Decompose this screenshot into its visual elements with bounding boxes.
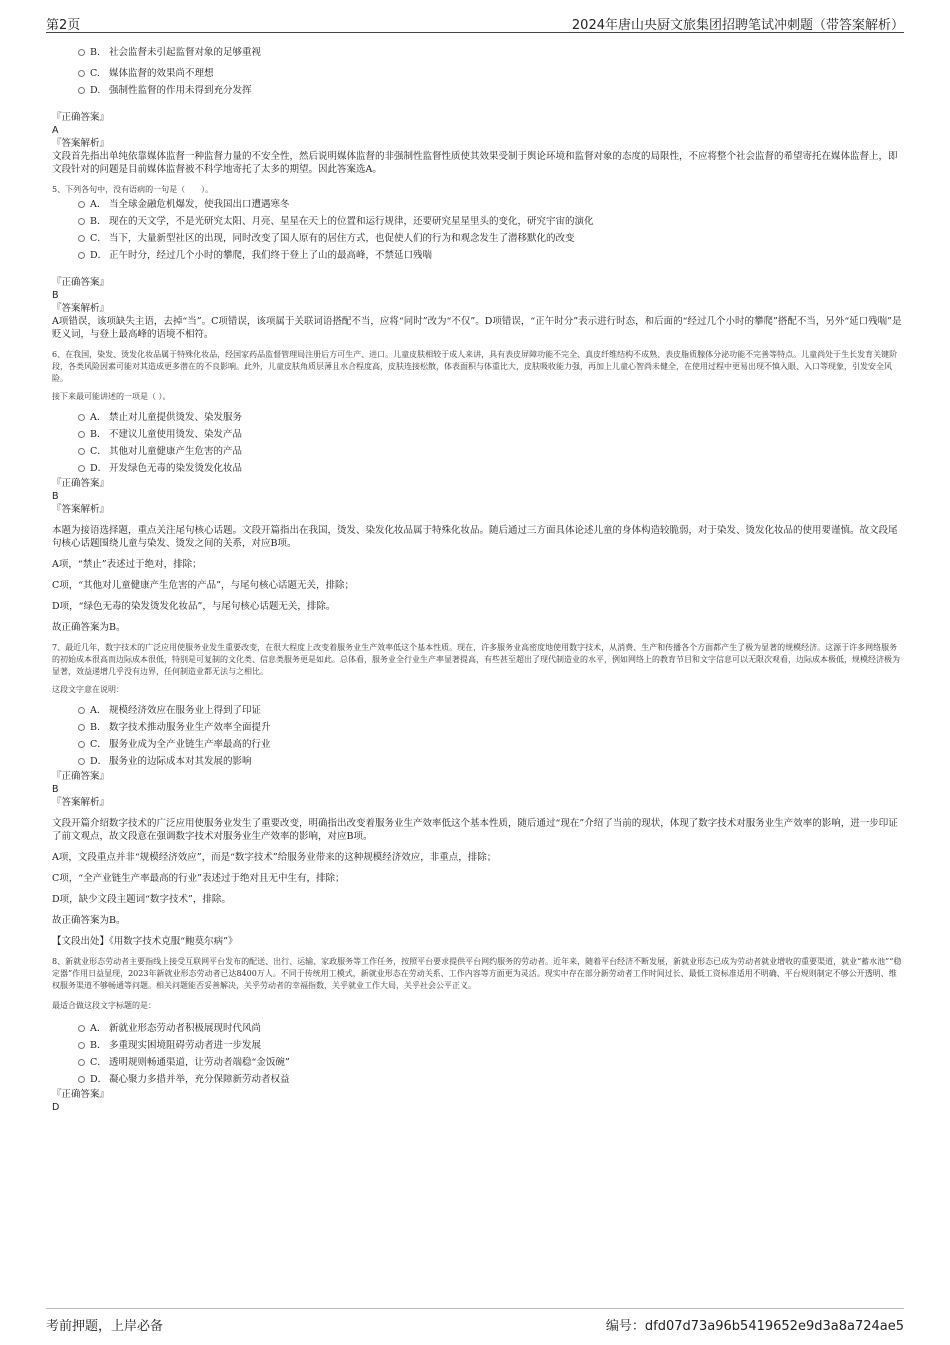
answer-label: 『正确答案』 [52, 277, 110, 288]
question-stem: 5、下列各句中，没有语病的一句是（ ）。 [52, 185, 214, 194]
analysis-point-c: C项，“其他对儿童健康产生危害的产品”，与尾句核心话题无关，排除； [52, 580, 354, 591]
radio-icon[interactable] [78, 707, 85, 714]
option-d[interactable]: D． 凝心聚力多措并举，充分保障新劳动者权益 [52, 1071, 902, 1088]
option-d[interactable]: D． 服务业的边际成本对其发展的影响 [52, 753, 902, 770]
document-body [52, 44, 902, 1114]
radio-icon[interactable] [78, 1059, 85, 1066]
radio-icon[interactable] [78, 235, 85, 242]
radio-icon[interactable] [78, 465, 85, 472]
analysis-text: A项错误，该项缺失主语，去掉“当”。C项错误，该项属于关联词语搭配不当，应将“同时”改为“不仅”。D项错误，“正午时分”表示进行时态，和后面的“经过几个小时的攀爬”搭配不当，另外“延口残喘”是贬义词，与登上最高峰的语境不相符。 [52, 316, 902, 340]
analysis-text: 本题为接语选择题，重点关注尾句核心话题。文段开篇指出在我国，烫发、染发化妆品属于特殊化妆品。随后通过三方面具体论述儿童的身体构造较脆弱，对于染发、烫发化妆品的使用要谨慎。故文段尾句核心话题围绕儿童与染发、烫发之间的关系，对应B项。 [52, 525, 898, 549]
analysis-label: 『答案解析』 [52, 138, 110, 149]
question-7 [52, 642, 902, 948]
radio-icon[interactable] [78, 758, 85, 765]
option-a[interactable]: A． 规模经济效应在服务业上得到了印证 [52, 702, 902, 719]
radio-icon[interactable] [78, 1042, 85, 1049]
page-header [46, 12, 904, 33]
question-passage: 8、新就业形态劳动者主要指线上接受互联网平台发布的配送、出行、运输、家政服务等工作任务，按照平台要求提供平台网约服务的劳动者。近年来，随着平台经济不断发展，新就业形态已成为劳动者就业增收的重要渠道，就业“蓄水池”“稳定器”作用日益显现，2023年新就业形态劳动者已达8400万人。不同于传统用工模式，新就业形态在劳动关系、工作内容等方面更为灵活。现实中存在部分新劳动者工作时间过长、最低工资标准适用不明确、平台规则制定不够公开透明、维权服务渠道不够畅通等问题。相关问题能否妥善解决，关乎劳动者的幸福指数，关乎就业工作大局，关乎社会公平正义。 [52, 957, 902, 990]
option-c[interactable]: C. 媒体监督的效果尚不理想 [52, 65, 902, 82]
answer-value: D [52, 1102, 60, 1113]
radio-icon[interactable] [78, 218, 85, 225]
radio-icon[interactable] [78, 201, 85, 208]
question-4-tail [52, 44, 902, 176]
answer-label: 『正确答案』 [52, 478, 110, 489]
analysis-point-a: A项，“禁止”表述过于绝对，排除； [52, 559, 202, 570]
option-c[interactable]: C． 当下，大量新型社区的出现，同时改变了国人原有的居住方式，也促使人们的行为和观念发生了潜移默化的改变 [52, 230, 902, 247]
code-value: dfd07d73a96b5419652e9d3a8a724ae5 [644, 1319, 904, 1334]
radio-icon[interactable] [78, 431, 85, 438]
question-passage: 6、在我国，染发、烫发化妆品属于特殊化妆品，经国家药品监督管理局注册后方可生产、进口。儿童皮肤相较于成人来讲，具有表皮屏障功能不完全、真皮纤维结构不成熟、表皮脂质腺体分泌功能不完善等特点。儿童尚处于生长发育关键阶段，各类风险因素可能对其造成更多潜在的不良影响。此外，儿童皮肤角质层薄且水合程度高，皮肤连接松散，体表面积与体重比大，皮肤吸收能力强，再加上儿童心智尚未健全，在使用过程中更易出现不慎入眼、入口等现象，引发安全风险。 [52, 350, 898, 383]
document-title: 2024年唐山央厨文旅集团招聘笔试冲刺题（带答案解析） [571, 18, 904, 33]
radio-icon[interactable] [78, 1076, 85, 1083]
radio-icon[interactable] [78, 49, 85, 56]
option-d[interactable]: D． 开发绿色无毒的染发烫发化妆品 [52, 460, 902, 477]
radio-icon[interactable] [78, 1025, 85, 1032]
analysis-conclusion: 故正确答案为B。 [52, 915, 126, 926]
option-b[interactable]: B． 多重现实困境阻碍劳动者进一步发展 [52, 1037, 902, 1054]
analysis-point-d: D项，缺少文段主题词“数字技术”，排除。 [52, 894, 231, 905]
analysis-text: 文段首先指出单纯依靠媒体监督一种监督力量的不安全性，然后说明媒体监督的非强制性监督性质使其效果受制于舆论环境和监督对象的态度的局限性，不应将整个社会监督的希望寄托在媒体监督上，即文段针对的问题是目前媒体监督被不科学地寄托了太多的期望。因此答案选A。 [52, 151, 898, 175]
option-d[interactable]: D. 强制性监督的作用未得到充分发挥 [52, 82, 902, 99]
answer-label: 『正确答案』 [52, 1089, 110, 1100]
answer-label: 『正确答案』 [52, 771, 110, 782]
radio-icon[interactable] [78, 724, 85, 731]
option-a[interactable]: A． 当全球金融危机爆发，使我国出口遭遇寒冬 [52, 196, 902, 213]
option-b[interactable]: B． 数字技术推动服务业生产效率全面提升 [52, 719, 902, 736]
option-a[interactable]: A． 新就业形态劳动者积极展现时代风尚 [52, 1020, 902, 1037]
analysis-label: 『答案解析』 [52, 797, 110, 808]
analysis-conclusion: 故正确答案为B。 [52, 622, 126, 633]
option-a[interactable]: A． 禁止对儿童提供烫发、染发服务 [52, 409, 902, 426]
question-stem: 最适合做这段文字标题的是： [52, 1001, 156, 1010]
answer-label: 『正确答案』 [52, 112, 110, 123]
option-c[interactable]: C． 透明规则畅通渠道，让劳动者端稳“金饭碗” [52, 1054, 902, 1071]
option-c[interactable]: C． 其他对儿童健康产生危害的产品 [52, 443, 902, 460]
question-passage: 7、最近几年，数字技术的广泛应用使服务业发生重要改变，在很大程度上改变着服务业生产效率低这个基本性质。现在，许多服务业高密度地使用数字技术，从消费、生产和传播各个方面都产生了极为显著的规模经济。这源于许多网络服务的初始成本很高而边际成本很低，特别是可复制的文化类、信息类服务更是如此。总体看，服务业全行业生产率显著提高，有些甚至超出了现代制造业的水平，例如网络上的教育节目和文字信息可以无限次观看，边际成本极低，规模经济极为显著，效益递增几乎没有边界，任何制造业都无法与之相比。 [52, 643, 900, 676]
answer-value: A [52, 125, 59, 136]
radio-icon[interactable] [78, 448, 85, 455]
option-d[interactable]: D． 正午时分，经过几个小时的攀爬，我们终于登上了山的最高峰，不禁延口残喘 [52, 247, 902, 264]
answer-value: B [52, 784, 59, 795]
question-stem: 接下来最可能讲述的一项是（ ）。 [52, 392, 171, 401]
question-5 [52, 184, 902, 341]
question-stem: 这段文字意在说明： [52, 685, 124, 694]
code-label: 编号： [605, 1319, 645, 1334]
question-6 [52, 349, 902, 634]
analysis-point-d: D项，“绿色无毒的染发烫发化妆品”，与尾句核心话题无关，排除。 [52, 601, 336, 612]
question-8 [52, 956, 902, 1114]
analysis-label: 『答案解析』 [52, 504, 110, 515]
analysis-point-c: C项，“全产业链生产率最高的行业”表述过于绝对且无中生有，排除； [52, 873, 345, 884]
option-b[interactable]: B. 社会监督未引起监督对象的足够重视 [52, 44, 902, 61]
analysis-point-a: A项，文段重点并非“规模经济效应”，而是“数字技术”给服务业带来的这种规模经济效应，非重点，排除； [52, 852, 497, 863]
option-c[interactable]: C． 服务业成为全产业链生产率最高的行业 [52, 736, 902, 753]
answer-value: B [52, 290, 59, 301]
option-b[interactable]: B． 不建议儿童使用烫发、染发产品 [52, 426, 902, 443]
footer-slogan: 考前押题，上岸必备 [46, 1319, 164, 1334]
radio-icon[interactable] [78, 70, 85, 77]
analysis-label: 『答案解析』 [52, 303, 110, 314]
radio-icon[interactable] [78, 87, 85, 94]
answer-value: B [52, 491, 59, 502]
page-number: 第2页 [46, 18, 81, 33]
passage-source: 【文段出处】《用数字技术克服“鲍莫尔病”》 [52, 936, 238, 947]
document-code [606, 1315, 904, 1334]
analysis-text: 文段开篇介绍数字技术的广泛应用使服务业发生了重要改变，明确指出改变着服务业生产效率低这个基本性质，随后通过“现在”介绍了当前的现状，体现了数字技术对服务业生产效率的影响，进一步印证了前文观点，故文段意在强调数字技术对服务业生产效率的影响，对应B项。 [52, 818, 898, 842]
radio-icon[interactable] [78, 741, 85, 748]
radio-icon[interactable] [78, 414, 85, 421]
page-footer [46, 1308, 904, 1335]
option-b[interactable]: B． 现在的天文学，不是光研究太阳、月亮、星星在天上的位置和运行规律，还要研究星星里头的变化，研究宇宙的演化 [52, 213, 902, 230]
radio-icon[interactable] [78, 252, 85, 259]
